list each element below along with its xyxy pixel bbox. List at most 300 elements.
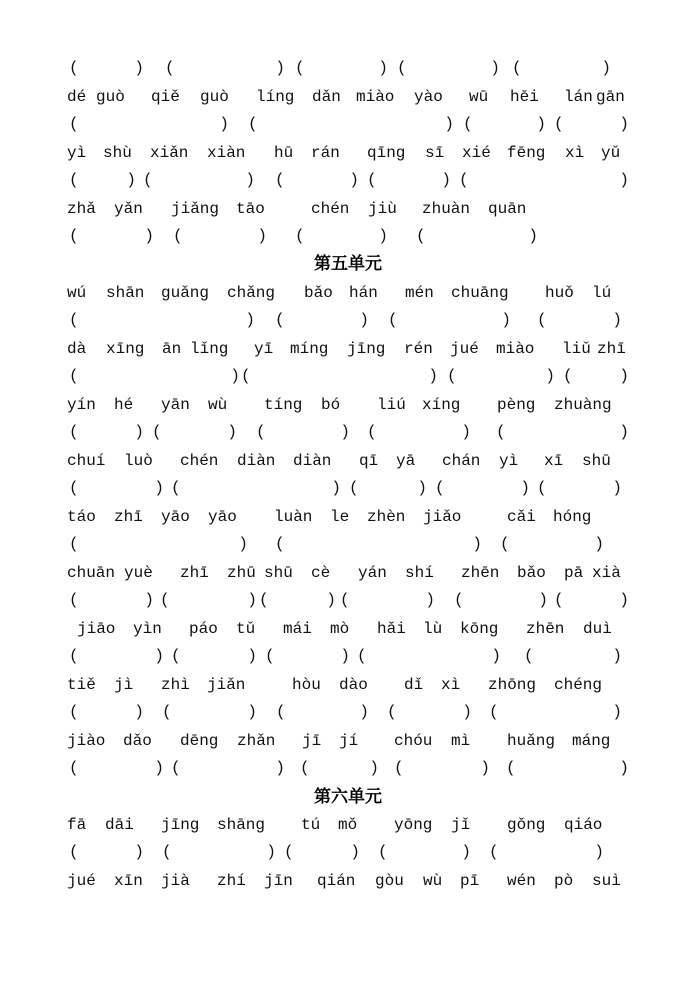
- open-paren: (: [69, 703, 79, 721]
- pinyin-syllable: zhēn: [461, 564, 500, 582]
- close-paren: ): [461, 423, 471, 441]
- answer-blank-row: [0, 365, 696, 387]
- answer-blank: [69, 757, 164, 779]
- close-paren: ): [134, 59, 144, 77]
- open-paren: (: [435, 479, 445, 497]
- answer-blank: [563, 365, 629, 387]
- close-paren: ): [612, 311, 622, 329]
- pinyin-syllable: pā: [564, 564, 584, 582]
- pinyin-syllable: páo: [189, 620, 218, 638]
- pinyin-syllable: lú: [592, 284, 612, 302]
- open-paren: (: [459, 171, 469, 189]
- pinyin-syllable: jì: [114, 676, 134, 694]
- close-paren: ): [491, 647, 501, 665]
- open-paren: (: [512, 59, 522, 77]
- pinyin-syllable: gān: [596, 88, 625, 106]
- pinyin-syllable: xīn: [114, 872, 143, 890]
- answer-blank: [69, 589, 154, 611]
- answer-blank: [69, 701, 144, 723]
- pinyin-syllable: zhuàn: [422, 200, 471, 218]
- close-paren: ): [247, 703, 257, 721]
- pinyin-syllable: dào: [339, 676, 368, 694]
- pinyin-syllable: zhēn: [526, 620, 565, 638]
- pinyin-syllable: shū: [582, 452, 611, 470]
- pinyin-syllable: xià: [592, 564, 621, 582]
- pinyin-syllable: shí: [405, 564, 434, 582]
- pinyin-row: [0, 198, 696, 220]
- open-paren: (: [256, 423, 266, 441]
- pinyin-syllable: yāo: [161, 508, 190, 526]
- answer-blank-row: [0, 421, 696, 443]
- pinyin-syllable: jīn: [264, 872, 293, 890]
- pinyin-syllable: fēng: [507, 144, 546, 162]
- close-paren: ): [257, 227, 267, 245]
- close-paren: ): [594, 843, 604, 861]
- pinyin-syllable: zhōng: [488, 676, 537, 694]
- close-paren: ): [126, 171, 136, 189]
- pinyin-syllable: jué: [450, 340, 479, 358]
- pinyin-syllable: shù: [103, 144, 132, 162]
- pinyin-row: [0, 86, 696, 108]
- pinyin-syllable: wū: [469, 88, 489, 106]
- pinyin-syllable: jiù: [368, 200, 397, 218]
- answer-blank: [143, 169, 255, 191]
- close-paren: ): [545, 367, 555, 385]
- answer-blank-row: [0, 701, 696, 723]
- pinyin-syllable: yǎn: [114, 200, 143, 218]
- answer-blank: [275, 169, 359, 191]
- close-paren: ): [144, 227, 154, 245]
- pinyin-syllable: wù: [423, 872, 443, 890]
- pinyin-row: [0, 730, 696, 752]
- pinyin-syllable: jīng: [347, 340, 386, 358]
- open-paren: (: [454, 591, 464, 609]
- close-paren: ): [612, 479, 622, 497]
- pinyin-syllable: rán: [311, 144, 340, 162]
- close-paren: ): [154, 647, 164, 665]
- answer-blank-row: [0, 113, 696, 135]
- pinyin-syllable: mǒ: [338, 816, 358, 834]
- open-paren: (: [259, 591, 269, 609]
- unit-6-heading: 第六单元: [314, 787, 382, 807]
- pinyin-syllable: tíng: [264, 396, 303, 414]
- pinyin-syllable: hēi: [510, 88, 539, 106]
- pinyin-syllable: gǒng: [507, 816, 546, 834]
- pinyin-syllable: xī: [544, 452, 564, 470]
- pinyin-syllable: shū: [264, 564, 293, 582]
- close-paren: ): [247, 647, 257, 665]
- pinyin-syllable: mái: [283, 620, 312, 638]
- answer-blank: [394, 757, 490, 779]
- open-paren: (: [378, 843, 388, 861]
- pinyin-syllable: jiǎo: [423, 508, 462, 526]
- open-paren: (: [69, 591, 79, 609]
- pinyin-syllable: zhì: [161, 676, 190, 694]
- pinyin-syllable: dēng: [180, 732, 219, 750]
- open-paren: (: [173, 227, 183, 245]
- pinyin-syllable: guò: [200, 88, 229, 106]
- pinyin-syllable: chuí: [67, 452, 106, 470]
- pinyin-syllable: zhǎn: [237, 732, 276, 750]
- open-paren: (: [171, 759, 181, 777]
- answer-blank: [537, 309, 622, 331]
- pinyin-syllable: máng: [572, 732, 611, 750]
- pinyin-syllable: yā: [396, 452, 416, 470]
- answer-blank: [173, 225, 267, 247]
- open-paren: (: [416, 227, 426, 245]
- answer-blank: [171, 477, 341, 499]
- pinyin-row: [0, 506, 696, 528]
- open-paren: (: [275, 311, 285, 329]
- pinyin-syllable: dǎn: [312, 88, 341, 106]
- pinyin-syllable: miào: [356, 88, 395, 106]
- open-paren: (: [152, 423, 162, 441]
- open-paren: (: [69, 647, 79, 665]
- answer-blank: [152, 421, 237, 443]
- open-paren: (: [554, 115, 564, 133]
- pinyin-syllable: huǒ: [545, 284, 574, 302]
- open-paren: (: [248, 115, 258, 133]
- close-paren: ): [378, 59, 388, 77]
- pinyin-syllable: zhèn: [367, 508, 406, 526]
- pinyin-row: [0, 282, 696, 304]
- close-paren: ): [425, 591, 435, 609]
- pinyin-syllable: yān: [161, 396, 190, 414]
- answer-blank-row: [0, 477, 696, 499]
- answer-blank: [171, 645, 257, 667]
- close-paren: ): [331, 479, 341, 497]
- close-paren: ): [144, 591, 154, 609]
- answer-blank: [489, 841, 604, 863]
- answer-blank: [162, 841, 276, 863]
- pinyin-syllable: chuāng: [451, 284, 509, 302]
- close-paren: ): [275, 59, 285, 77]
- pinyin-syllable: xié: [462, 144, 491, 162]
- pinyin-syllable: jiǎn: [207, 676, 246, 694]
- pinyin-syllable: zhǎ: [67, 200, 96, 218]
- answer-blank: [496, 421, 629, 443]
- pinyin-syllable: huǎng: [507, 732, 556, 750]
- pinyin-syllable: kōng: [460, 620, 499, 638]
- pinyin-syllable: hóng: [553, 508, 592, 526]
- open-paren: (: [265, 647, 275, 665]
- open-paren: (: [69, 843, 79, 861]
- pinyin-syllable: chén: [180, 452, 219, 470]
- pinyin-syllable: tiě: [67, 676, 96, 694]
- pinyin-syllable: luàn: [274, 508, 313, 526]
- open-paren: (: [69, 367, 79, 385]
- answer-blank: [248, 113, 454, 135]
- pinyin-syllable: pò: [554, 872, 574, 890]
- close-paren: ): [245, 171, 255, 189]
- open-paren: (: [500, 535, 510, 553]
- pinyin-syllable: tāo: [236, 200, 265, 218]
- open-paren: (: [496, 423, 506, 441]
- open-paren: (: [241, 367, 251, 385]
- answer-blank: [378, 841, 471, 863]
- answer-blank: [524, 645, 622, 667]
- pinyin-syllable: qiě: [151, 88, 180, 106]
- pinyin-syllable: suì: [592, 872, 621, 890]
- answer-blank: [69, 365, 240, 387]
- answer-blank: [357, 645, 501, 667]
- answer-blank: [387, 701, 472, 723]
- pinyin-syllable: xīng: [106, 340, 145, 358]
- answer-blank: [259, 589, 336, 611]
- pinyin-syllable: pī: [460, 872, 480, 890]
- answer-blank: [367, 421, 471, 443]
- close-paren: ): [520, 479, 530, 497]
- pinyin-syllable: zhī: [597, 340, 626, 358]
- pinyin-row: [0, 618, 696, 640]
- pinyin-syllable: dǎo: [123, 732, 152, 750]
- close-paren: ): [619, 367, 629, 385]
- close-paren: ): [441, 171, 451, 189]
- pinyin-syllable: chán: [442, 452, 481, 470]
- open-paren: (: [300, 759, 310, 777]
- pinyin-syllable: yuè: [124, 564, 153, 582]
- pinyin-syllable: hán: [349, 284, 378, 302]
- pinyin-syllable: bǎo: [517, 564, 546, 582]
- close-paren: ): [462, 703, 472, 721]
- open-paren: (: [69, 59, 79, 77]
- answer-blank: [69, 225, 154, 247]
- pinyin-row: [0, 562, 696, 584]
- open-paren: (: [171, 647, 181, 665]
- close-paren: ): [619, 759, 629, 777]
- close-paren: ): [154, 759, 164, 777]
- answer-blank: [463, 113, 546, 135]
- open-paren: (: [447, 367, 457, 385]
- answer-blank: [69, 645, 164, 667]
- open-paren: (: [295, 59, 305, 77]
- answer-blank-row: [0, 169, 696, 191]
- answer-blank: [276, 701, 369, 723]
- answer-blank-row: [0, 225, 696, 247]
- close-paren: ): [349, 171, 359, 189]
- pinyin-syllable: yāo: [208, 508, 237, 526]
- close-paren: ): [619, 171, 629, 189]
- pinyin-syllable: guò: [96, 88, 125, 106]
- pinyin-syllable: chǎng: [227, 284, 276, 302]
- close-paren: ): [275, 759, 285, 777]
- close-paren: ): [340, 647, 350, 665]
- pinyin-syllable: jiāo: [77, 620, 116, 638]
- close-paren: ): [490, 59, 500, 77]
- answer-blank: [435, 477, 530, 499]
- open-paren: (: [394, 759, 404, 777]
- pinyin-syllable: líng: [256, 88, 295, 106]
- pinyin-syllable: mò: [330, 620, 350, 638]
- answer-blank: [500, 533, 604, 555]
- pinyin-syllable: lù: [423, 620, 443, 638]
- pinyin-syllable: jué: [67, 872, 96, 890]
- pinyin-syllable: xì: [565, 144, 585, 162]
- answer-blank: [69, 533, 248, 555]
- close-paren: ): [619, 115, 629, 133]
- pinyin-syllable: dāi: [105, 816, 134, 834]
- answer-blank: [295, 225, 388, 247]
- close-paren: ): [480, 759, 490, 777]
- pinyin-syllable: jí: [339, 732, 359, 750]
- pinyin-syllable: diàn: [293, 452, 332, 470]
- pinyin-syllable: wén: [507, 872, 536, 890]
- open-paren: (: [357, 647, 367, 665]
- pinyin-syllable: jǐ: [451, 816, 471, 834]
- close-paren: ): [266, 843, 276, 861]
- pinyin-row: [0, 674, 696, 696]
- answer-blank-row: [0, 57, 696, 79]
- answer-blank: [275, 533, 482, 555]
- close-paren: ): [247, 591, 257, 609]
- pinyin-syllable: yín: [67, 396, 96, 414]
- answer-blank: [241, 365, 438, 387]
- pinyin-syllable: zhī: [114, 508, 143, 526]
- open-paren: (: [69, 115, 79, 133]
- answer-blank: [69, 57, 144, 79]
- pinyin-syllable: lǐng: [190, 340, 229, 358]
- pinyin-syllable: miào: [496, 340, 535, 358]
- close-paren: ): [340, 423, 350, 441]
- answer-blank: [340, 589, 435, 611]
- open-paren: (: [69, 311, 79, 329]
- open-paren: (: [171, 479, 181, 497]
- pinyin-syllable: yī: [254, 340, 274, 358]
- open-paren: (: [489, 703, 499, 721]
- pinyin-syllable: hé: [114, 396, 134, 414]
- pinyin-syllable: xì: [441, 676, 461, 694]
- answer-blank: [367, 169, 451, 191]
- open-paren: (: [397, 59, 407, 77]
- close-paren: ): [134, 423, 144, 441]
- pinyin-syllable: guǎng: [161, 284, 210, 302]
- pinyin-syllable: cè: [311, 564, 331, 582]
- answer-blank-row: [0, 309, 696, 331]
- answer-blank: [397, 57, 500, 79]
- pinyin-syllable: jī: [302, 732, 322, 750]
- answer-blank: [537, 477, 622, 499]
- pinyin-syllable: míng: [290, 340, 329, 358]
- pinyin-syllable: chéng: [554, 676, 603, 694]
- pinyin-syllable: qiáo: [564, 816, 603, 834]
- open-paren: (: [563, 367, 573, 385]
- open-paren: (: [69, 759, 79, 777]
- answer-blank-row: [0, 645, 696, 667]
- pinyin-syllable: yǔ: [601, 144, 621, 162]
- pinyin-syllable: jiào: [67, 732, 106, 750]
- pinyin-syllable: quān: [488, 200, 527, 218]
- close-paren: ): [538, 591, 548, 609]
- answer-blank: [554, 113, 629, 135]
- open-paren: (: [143, 171, 153, 189]
- pinyin-syllable: bó: [321, 396, 341, 414]
- pinyin-syllable: jià: [161, 872, 190, 890]
- pinyin-syllable: qīng: [367, 144, 406, 162]
- open-paren: (: [275, 535, 285, 553]
- pinyin-syllable: cǎi: [507, 508, 536, 526]
- close-paren: ): [536, 115, 546, 133]
- pinyin-syllable: xíng: [422, 396, 461, 414]
- open-paren: (: [69, 227, 79, 245]
- pinyin-syllable: yōng: [394, 816, 433, 834]
- open-paren: (: [524, 647, 534, 665]
- answer-blank: [459, 169, 629, 191]
- pinyin-syllable: chén: [311, 200, 350, 218]
- pinyin-syllable: tǔ: [236, 620, 256, 638]
- pinyin-row: [0, 870, 696, 892]
- close-paren: ): [154, 479, 164, 497]
- pinyin-syllable: yào: [414, 88, 443, 106]
- pinyin-row: [0, 394, 696, 416]
- close-paren: ): [326, 591, 336, 609]
- close-paren: ): [612, 703, 622, 721]
- pinyin-syllable: qī: [359, 452, 379, 470]
- open-paren: (: [349, 479, 359, 497]
- pinyin-syllable: lán: [564, 88, 593, 106]
- open-paren: (: [387, 703, 397, 721]
- pinyin-syllable: chuān: [67, 564, 116, 582]
- answer-blank: [554, 589, 629, 611]
- close-paren: ): [612, 647, 622, 665]
- pinyin-row: [0, 338, 696, 360]
- pinyin-syllable: qián: [317, 872, 356, 890]
- close-paren: ): [528, 227, 538, 245]
- close-paren: ): [594, 535, 604, 553]
- close-paren: ): [461, 843, 471, 861]
- pinyin-syllable: zhī: [180, 564, 209, 582]
- pinyin-syllable: liǔ: [562, 340, 591, 358]
- answer-blank: [165, 57, 285, 79]
- answer-blank: [69, 421, 144, 443]
- close-paren: ): [417, 479, 427, 497]
- open-paren: (: [284, 843, 294, 861]
- pinyin-syllable: hǎi: [377, 620, 406, 638]
- open-paren: (: [554, 591, 564, 609]
- answer-blank: [69, 113, 229, 135]
- close-paren: ): [227, 423, 237, 441]
- pinyin-row: [0, 142, 696, 164]
- pinyin-syllable: diàn: [237, 452, 276, 470]
- pinyin-syllable: luò: [124, 452, 153, 470]
- answer-blank-row: [0, 589, 696, 611]
- pinyin-syllable: táo: [67, 508, 96, 526]
- pinyin-syllable: xiàn: [207, 144, 246, 162]
- answer-blank: [447, 365, 555, 387]
- pinyin-syllable: chóu: [394, 732, 433, 750]
- pinyin-syllable: zhí: [217, 872, 246, 890]
- close-paren: ): [245, 311, 255, 329]
- pinyin-syllable: shāng: [217, 816, 266, 834]
- open-paren: (: [69, 535, 79, 553]
- open-paren: (: [506, 759, 516, 777]
- close-paren: ): [369, 759, 379, 777]
- answer-blank: [349, 477, 427, 499]
- answer-blank: [69, 477, 164, 499]
- pinyin-syllable: sī: [425, 144, 445, 162]
- close-paren: ): [378, 227, 388, 245]
- close-paren: ): [501, 311, 511, 329]
- open-paren: (: [537, 311, 547, 329]
- answer-blank-row: [0, 757, 696, 779]
- unit-5-heading: 第五单元: [314, 254, 382, 274]
- pinyin-row: [0, 450, 696, 472]
- answer-blank: [69, 309, 255, 331]
- pinyin-syllable: gòu: [375, 872, 404, 890]
- answer-blank: [388, 309, 511, 331]
- open-paren: (: [160, 591, 170, 609]
- open-paren: (: [69, 479, 79, 497]
- open-paren: (: [489, 843, 499, 861]
